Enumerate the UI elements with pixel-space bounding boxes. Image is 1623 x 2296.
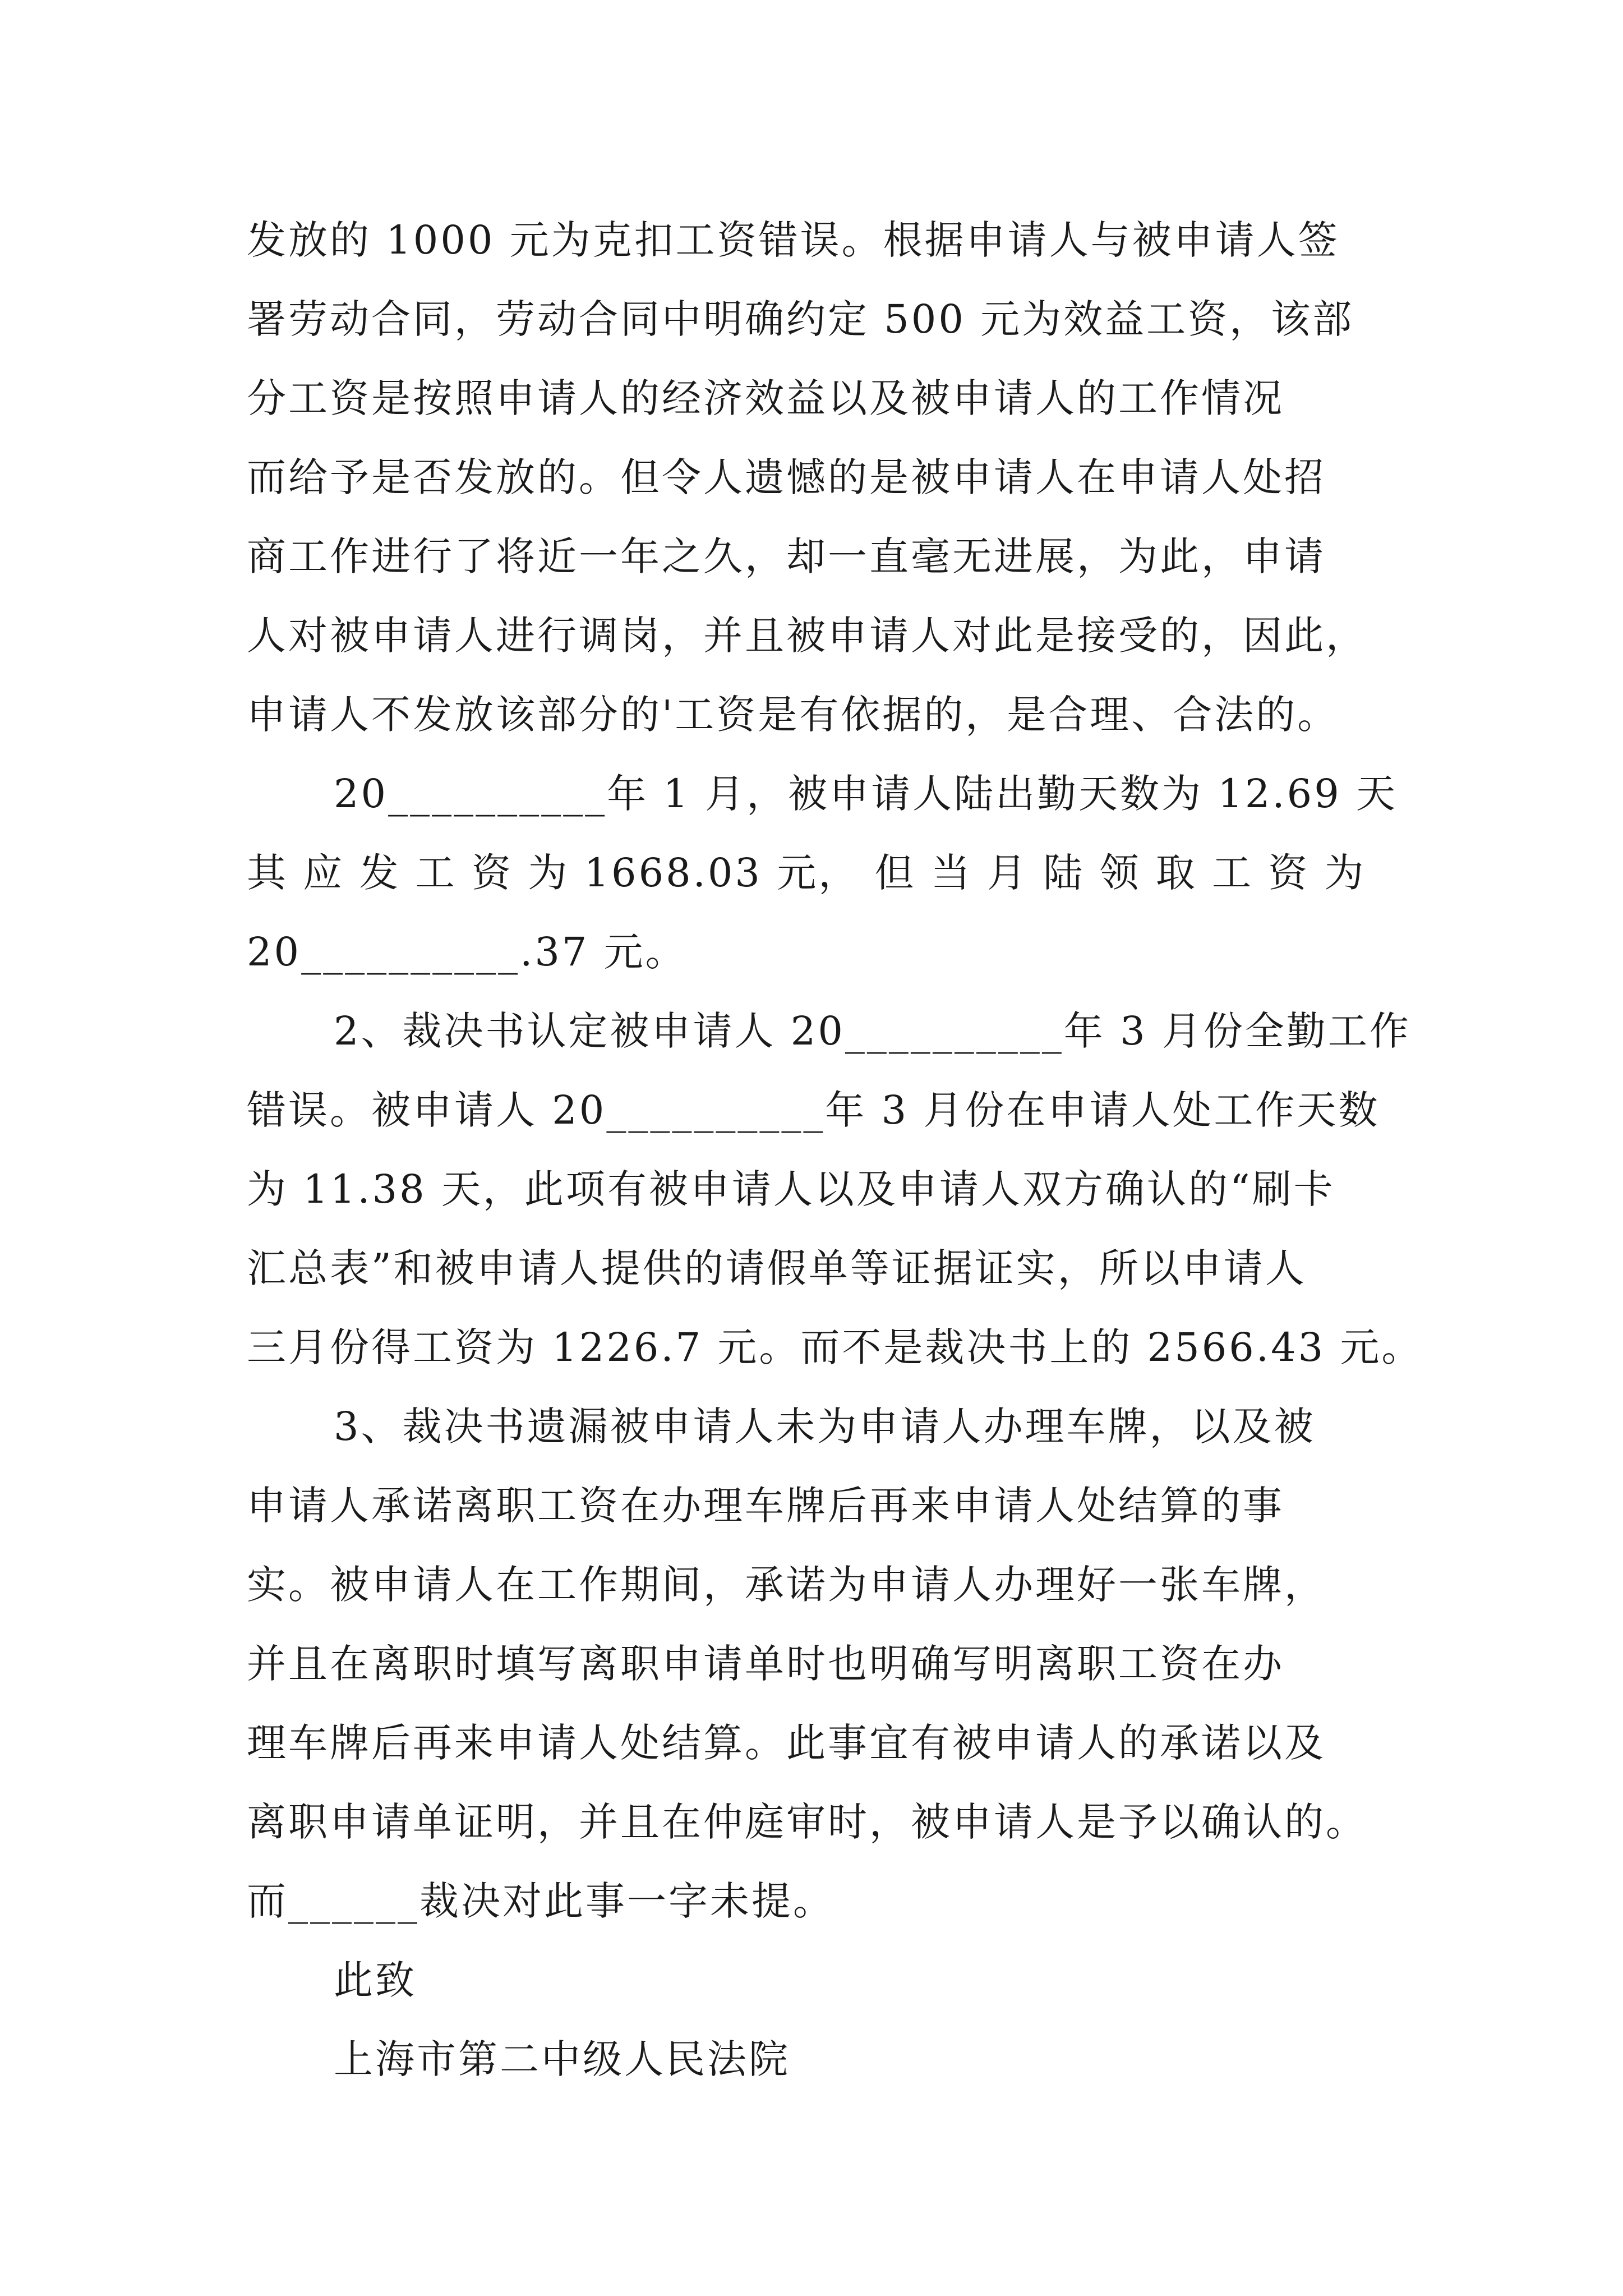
body-line-21: 离职申请单证明，并且在仲庭审时，被申请人是予以确认的。 <box>247 1799 1367 1845</box>
body-line-2: 署劳动合同，劳动合同中明确约定 500 元为效益工资，该部 <box>247 296 1354 342</box>
addressee-court: 上海市第二中级人民法院 <box>334 2036 790 2082</box>
body-line-8: 20__________年 1 月，被申请人陆出勤天数为 12.69 天 <box>334 771 1398 817</box>
closing-salutation: 此致 <box>334 1957 417 2003</box>
body-line-5: 商工作进行了将近一年之久，却一直毫无进展，为此，申请 <box>247 533 1326 579</box>
body-line-11: 2、裁决书认定被申请人 20__________年 3 月份全勤工作 <box>334 1008 1411 1054</box>
body-line-9: 其 应 发 工 资 为 1668.03 元， 但 当 月 陆 领 取 工 资 为 <box>247 850 1366 896</box>
body-line-16: 3、裁决书遗漏被申请人未为申请人办理车牌，以及被 <box>334 1404 1316 1450</box>
body-line-12: 错误。被申请人 20__________年 3 月份在申请人处工作天数 <box>247 1087 1380 1133</box>
body-line-7: 申请人不发放该部分的'工资是有依据的，是合理、合法的。 <box>247 692 1339 738</box>
body-line-22: 而______裁决对此事一字未提。 <box>247 1878 834 1924</box>
body-line-6: 人对被申请人进行调岗，并且被申请人对此是接受的，因此， <box>247 613 1367 659</box>
body-line-10: 20__________.37 元。 <box>247 929 687 975</box>
body-line-13: 为 11.38 天，此项有被申请人以及申请人双方确认的“刷卡 <box>247 1166 1335 1212</box>
body-line-14: 汇总表”和被申请人提供的请假单等证据证实，所以申请人 <box>247 1245 1307 1291</box>
body-line-4: 而给予是否发放的。但令人遗憾的是被申请人在申请人处招 <box>247 454 1326 500</box>
body-line-15: 三月份得工资为 1226.7 元。而不是裁决书上的 2566.43 元。 <box>247 1324 1423 1370</box>
body-line-3: 分工资是按照申请人的经济效益以及被申请人的工作情况 <box>247 375 1284 421</box>
body-line-20: 理车牌后再来申请人处结算。此事宜有被申请人的承诺以及 <box>247 1720 1326 1766</box>
body-line-18: 实。被申请人在工作期间，承诺为申请人办理好一张车牌， <box>247 1562 1326 1608</box>
body-line-19: 并且在离职时填写离职申请单时也明确写明离职工资在办 <box>247 1641 1284 1687</box>
document-body <box>247 201 1423 2099</box>
body-line-17: 申请人承诺离职工资在办理车牌后再来申请人处结算的事 <box>247 1483 1284 1529</box>
body-line-1: 发放的 1000 元为克扣工资错误。根据申请人与被申请人签 <box>247 217 1340 263</box>
